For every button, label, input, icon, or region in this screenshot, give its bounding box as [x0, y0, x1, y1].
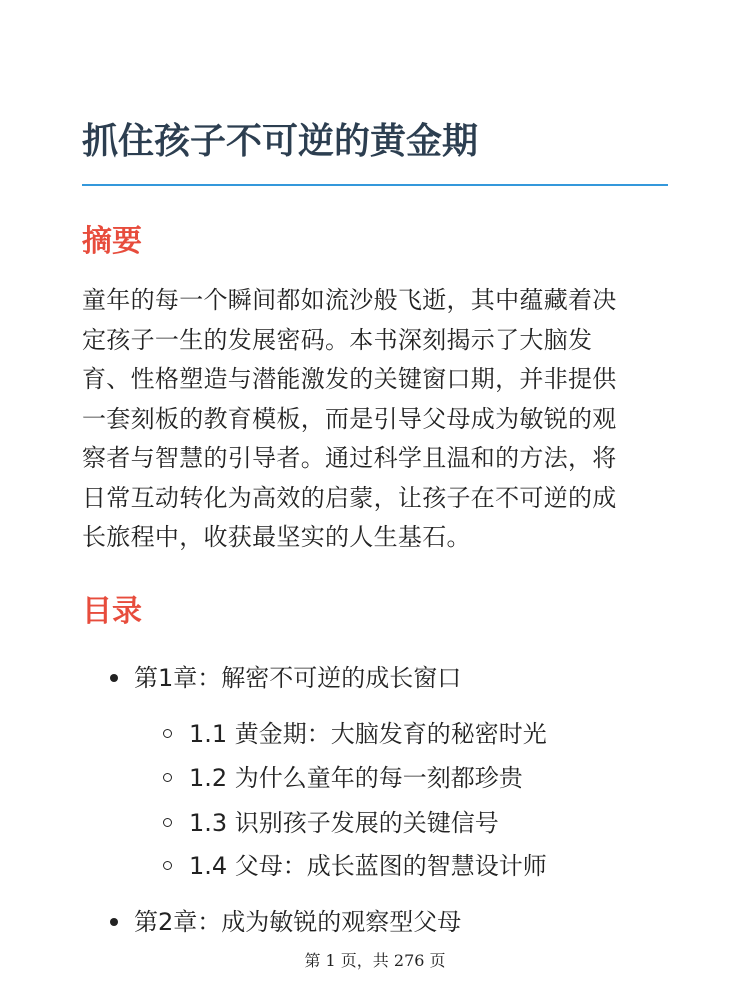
toc-chapter-2[interactable]: 第2章：成为敏锐的观察型父母 — [134, 908, 462, 936]
bullet-disc-icon — [110, 918, 118, 926]
bullet-circle-icon — [163, 773, 172, 782]
abstract-line: 定孩子一生的发展密码。本书深刻揭示了大脑发 — [82, 325, 593, 354]
bullet-circle-icon — [163, 861, 172, 870]
abstract-line: 日常互动转化为高效的启蒙，让孩子在不可逆的成 — [82, 483, 617, 512]
abstract-line: 长旅程中，收获最坚实的人生基石。 — [82, 523, 471, 551]
abstract-line: 育、性格塑造与潜能激发的关键窗口期，并非提供 — [82, 365, 617, 393]
toc-chapter-1[interactable]: 第1章：解密不可逆的成长窗口 — [134, 664, 462, 692]
abstract-line: 察者与智慧的引导者。通过科学且温和的方法，将 — [82, 444, 617, 472]
bullet-disc-icon — [110, 674, 118, 682]
toc-section-1-4[interactable]: 1.4 父母：成长蓝图的智慧设计师 — [189, 852, 547, 880]
title-divider — [82, 184, 668, 186]
bullet-circle-icon — [163, 729, 172, 738]
toc-heading: 目录 — [82, 594, 142, 629]
toc-section-1-3[interactable]: 1.3 识别孩子发展的关键信号 — [189, 809, 499, 837]
abstract-heading: 摘要 — [82, 224, 142, 259]
abstract-text — [82, 281, 678, 558]
bullet-circle-icon — [163, 818, 172, 827]
abstract-line: 童年的每一个瞬间都如流沙般飞逝，其中蕴藏着决 — [82, 286, 617, 314]
page-footer: 第 1 页，共 276 页 — [304, 951, 446, 970]
toc-section-1-2[interactable]: 1.2 为什么童年的每一刻都珍贵 — [189, 764, 523, 792]
toc-section-1-1[interactable]: 1.1 黄金期：大脑发育的秘密时光 — [189, 720, 547, 748]
document-title: 抓住孩子不可逆的黄金期 — [82, 121, 479, 162]
abstract-line: 一套刻板的教育模板，而是引导父母成为敏锐的观 — [82, 404, 617, 433]
